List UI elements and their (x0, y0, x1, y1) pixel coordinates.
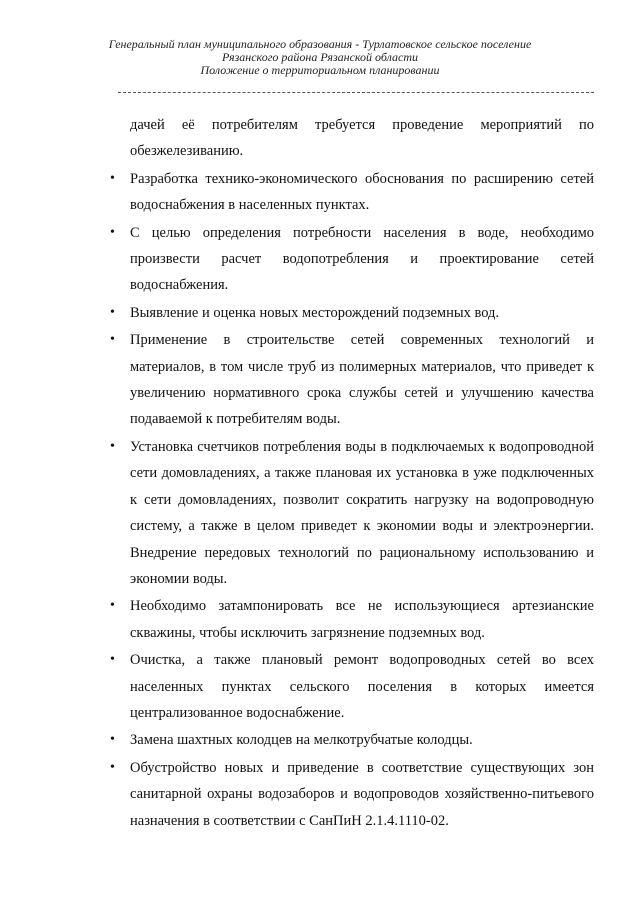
bullet-item (110, 593, 594, 646)
bullet-text: Очистка, а также плановый ремонт водопроводных сетей во всех населенных пунктах сельского поселения в которых имеется централизованное водоснабжение. (130, 652, 594, 721)
bullet-icon: • (110, 759, 115, 775)
bullet-item (110, 166, 594, 219)
header-line-2: Рязанского района Рязанской области (221, 50, 419, 64)
bullet-item (110, 327, 594, 433)
document-body (110, 112, 594, 835)
bullet-text: Выявление и оценка новых месторождений подземных вод. (130, 304, 500, 321)
bullet-item (110, 647, 594, 726)
bullet-text: Обустройство новых и приведение в соответствие существующих зон санитарной охраны водозаборов и водопроводов хозяйственно-питьевого назначения в соответствии с СанПиН 2.1.4.1110-02. (130, 759, 594, 829)
header-divider (118, 92, 594, 93)
bullet-text: Замена шахтных колодцев на мелкотрубчатые колодцы. (130, 732, 473, 749)
page-header (0, 38, 640, 77)
header-line-3: Положение о территориальном планировании (200, 63, 440, 77)
bullet-text: Разработка технико-экономического обоснования по расширению сетей водоснабжения в населенных пунктах. (130, 170, 594, 214)
bullet-icon: • (110, 732, 115, 748)
bullet-item (110, 220, 594, 299)
bullet-list (110, 166, 594, 834)
bullet-text: С целью определения потребности населения в воде, необходимо произвести расчет водопотребления и проектирование сетей водоснабжения. (130, 224, 594, 294)
bullet-icon: • (110, 170, 115, 186)
bullet-icon: • (110, 438, 115, 454)
bullet-icon: • (110, 224, 115, 240)
bullet-item (110, 755, 594, 834)
bullet-icon: • (110, 304, 115, 320)
bullet-text: Применение в строительстве сетей современных технологий и материалов, в том числе труб из полимерных материалов, что приведет к увеличению нормативного срока службы сетей и улучшению качества подаваемой к потребителям воды. (130, 332, 594, 428)
bullet-icon: • (110, 652, 115, 668)
bullet-icon: • (110, 332, 115, 348)
bullet-text: Необходимо затампонировать все не использующиеся артезианские скважины, чтобы исключить загрязнение подземных вод. (130, 598, 594, 641)
bullet-item (110, 434, 594, 592)
bullet-item (110, 300, 594, 326)
header-line-1: Генеральный план муниципального образования - Турлатовское сельское поселение (108, 37, 532, 51)
continuation-paragraph: дачей её потребителям требуется проведение мероприятий по обезжелезиванию. (130, 117, 594, 160)
bullet-item (110, 727, 594, 753)
bullet-icon: • (110, 598, 115, 614)
bullet-text: Установка счетчиков потребления воды в подключаемых к водопроводной сети домовладениях, а также плановая их установка в уже подключенных к сети домовладениях, позволит сократить нагрузку на водопроводную систему, а также в целом приведет к экономии воды и электроэнергии. Внедрение передовых технологий по рациональному использованию и экономии воды. (130, 438, 594, 587)
